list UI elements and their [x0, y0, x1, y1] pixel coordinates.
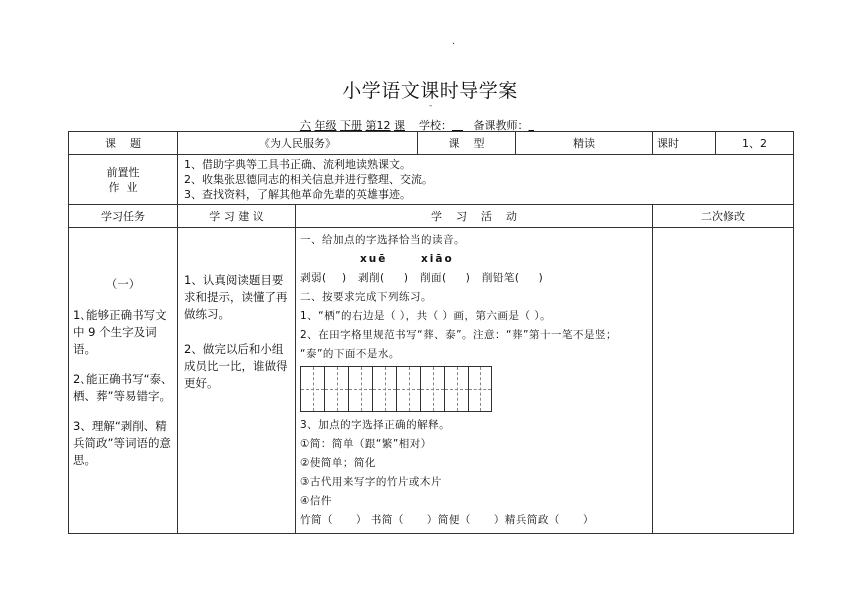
activity-cell	[296, 228, 653, 534]
q2-item-2b: “泰”的下面不是水。	[300, 348, 400, 360]
task-cell	[69, 228, 178, 534]
tianzige-cell[interactable]	[444, 366, 468, 412]
q1-line: 剥弱( ) 剥削( ) 削面( ) 削铅笔( )	[300, 272, 544, 284]
period-value: 1、2	[716, 132, 794, 155]
revision-cell[interactable]	[653, 228, 794, 534]
tianzige-cell[interactable]	[300, 366, 324, 412]
tianzige-cell[interactable]	[372, 366, 396, 412]
col-revision-header: 二次修改	[653, 205, 794, 228]
tianzige-cell[interactable]	[420, 366, 444, 412]
col-advice-header: 学 习 建 议	[178, 205, 296, 228]
q2-item-2a: 2、在田字格里规范书写“葬、泰”。注意：“葬”第十一笔不是竖；	[300, 329, 617, 341]
task-heading: （一）	[105, 277, 141, 291]
prework-row	[69, 155, 794, 205]
grade-suffix: 年级	[314, 119, 337, 132]
tianzige-cell[interactable]	[468, 366, 492, 412]
type-value: 精读	[516, 132, 653, 155]
q3-option-1: ①简：简单（跟“繁”相对）	[300, 438, 432, 450]
school-blank: __	[452, 119, 463, 132]
volume-value: 下册	[340, 119, 362, 132]
prework-content	[178, 155, 794, 205]
topic-label: 课 题	[69, 132, 178, 155]
teacher-blank: _	[528, 119, 534, 132]
prework-item: 2、收集张思德同志的相关信息并进行整理、交流。	[184, 173, 433, 186]
task-item: 3、理解“剥削、精兵简政”等词语的意思。	[73, 419, 171, 467]
header-dot: .	[452, 36, 456, 47]
teacher-label: 备课教师：	[473, 119, 529, 132]
advice-item: 1、认真阅读题目要求和提示，读懂了再做练习。	[184, 273, 288, 321]
q3-line: 竹简（ ） 书简（ ）简便（ ）精兵简政（ ）	[300, 514, 594, 526]
pinyin-xiao: xiāo	[421, 253, 454, 265]
task-item: 1､能够正确书写文中 9 个生字及词语。	[73, 308, 167, 356]
task-item: 2､能正确书写“泰、栖、葬”等易错字。	[73, 372, 173, 403]
period-label: 课时	[653, 132, 716, 155]
grade-value: 六	[300, 119, 311, 132]
col-task-header: 学习任务	[69, 205, 178, 228]
prework-label	[69, 155, 178, 205]
prework-label-1: 前置性	[106, 165, 140, 179]
q3-option-3: ③古代用来写字的竹片或木片	[300, 476, 442, 488]
tianzige-cell[interactable]	[348, 366, 372, 412]
school-label: 学校：	[419, 119, 452, 132]
tianzige-cell[interactable]	[324, 366, 348, 412]
column-header-row	[69, 205, 794, 228]
tianzige-grid[interactable]	[300, 366, 499, 412]
lesson-plan-table	[68, 131, 794, 534]
page-title: 小学语文课时导学案	[342, 80, 518, 102]
q2-title: 二、按要求完成下列练习。	[300, 291, 432, 303]
advice-item: 2、做完以后和小组成员比一比，谁做得更好。	[184, 342, 288, 390]
pinyin-xue: xuē	[360, 253, 388, 265]
q1-pinyin	[300, 250, 648, 269]
info-row	[69, 132, 794, 155]
q1-title: 一、给加点的字选择恰当的读音。	[300, 234, 465, 246]
header-mark: -	[429, 101, 433, 111]
prework-label-2: 作 业	[108, 180, 138, 194]
q3-title: 3、加点的字选择正确的解释。	[300, 419, 451, 431]
prework-item: 3、查找资料，了解其他革命先辈的英雄事迹。	[184, 188, 411, 201]
content-row	[69, 228, 794, 534]
q3-option-2: ②使简单；简化	[300, 457, 376, 469]
q2-item-1: 1、“栖”的右边是（ ），共（ ）画，第六画是（ ）。	[300, 310, 552, 322]
q3-option-4: ④信件	[300, 495, 332, 507]
advice-cell	[178, 228, 296, 534]
lesson-value: 第12	[365, 119, 391, 132]
topic-value: 《为人民服务》	[178, 132, 418, 155]
lesson-suffix: 课	[394, 119, 405, 132]
col-activity-header: 学 习 活 动	[296, 205, 653, 228]
prework-item: 1、借助字典等工具书正确、流利地读熟课文。	[184, 158, 411, 171]
tianzige-cell[interactable]	[396, 366, 420, 412]
type-label: 课 型	[418, 132, 516, 155]
